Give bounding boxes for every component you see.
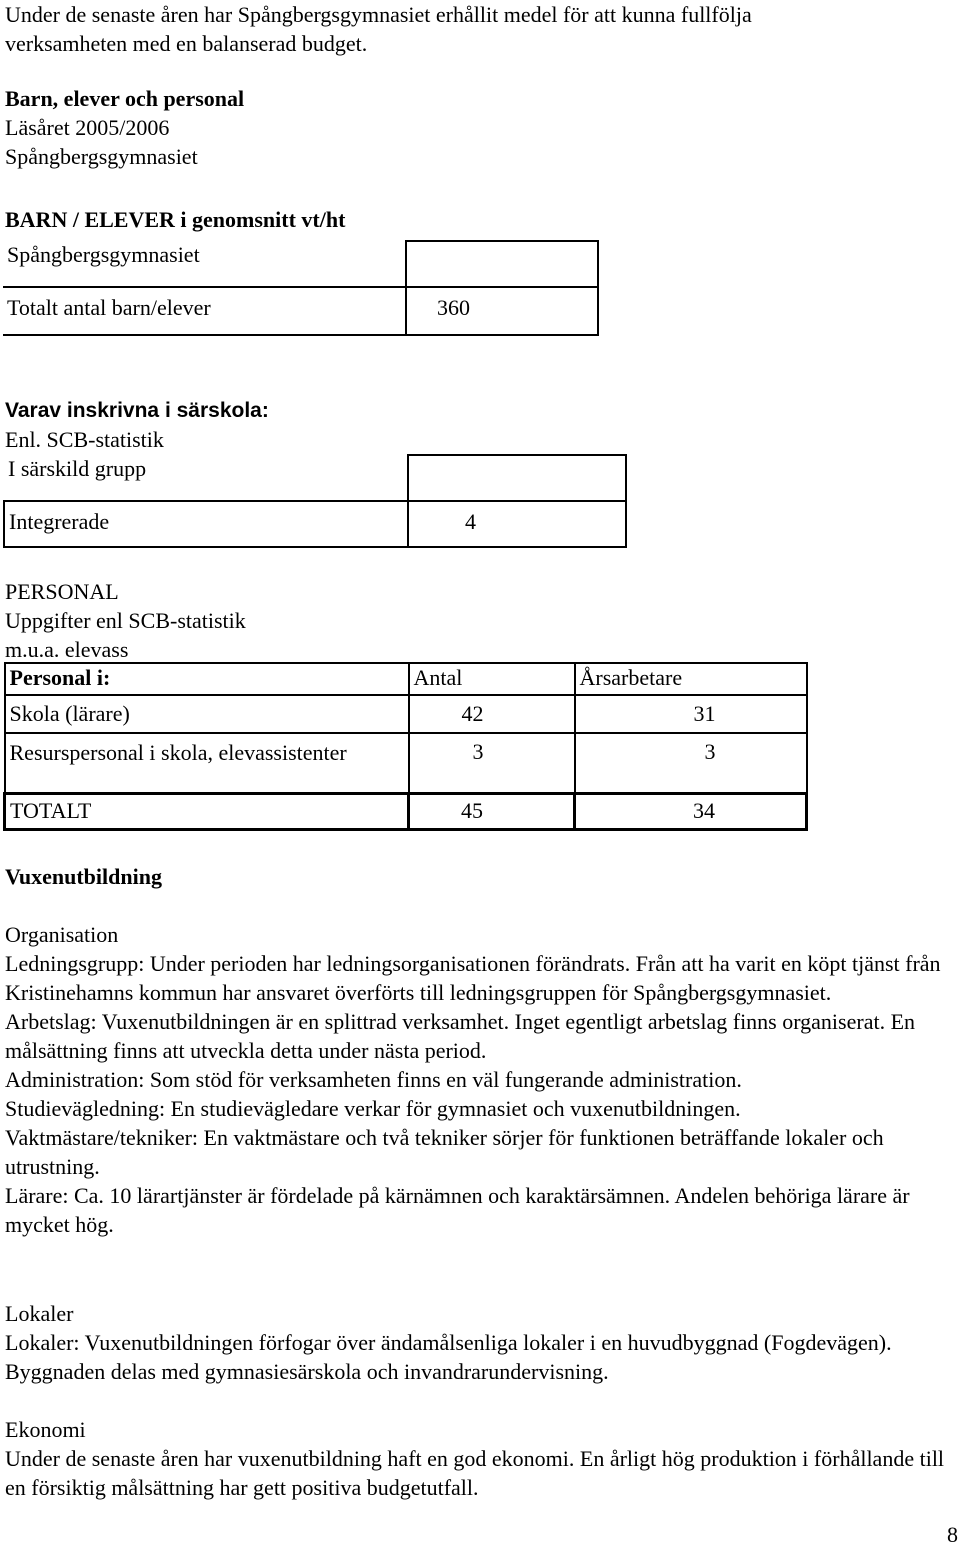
org-paragraph: Ledningsgrupp: Under perioden har ledningsorganisationen förändrats. Från att ha varit en köpt tjänst från Kristinehamns kommun har ansvaret överförts till ledningsgruppen för Spångbergsgymnasiet.: [5, 951, 941, 1005]
table-row: [5, 695, 807, 733]
vux-heading: Vuxenutbildning: [5, 864, 162, 889]
personal-sub2: m.u.a. elevass: [5, 637, 129, 662]
sarskola-row2-label: Integrerade: [4, 501, 408, 547]
org-paragraph: Lärare: Ca. 10 lärartjänster är fördelade på kärnämnen och karaktärsämnen. Andelen behöriga lärare är mycket hög.: [5, 1183, 910, 1237]
personal-heading: PERSONAL: [5, 579, 119, 604]
personal-col-header-arsarbetare: Årsarbetare: [575, 663, 807, 695]
org-heading: Organisation: [5, 922, 119, 947]
ekonomi-paragraph: Under de senaste åren har vuxenutbildning haft en god ekonomi. En årligt hög produktion i förhållande till en försiktig målsättning har gett positiva budgetutfall.: [5, 1446, 945, 1500]
org-paragraph: Vaktmästare/tekniker: En vaktmästare och två tekniker sörjer för funktionen beträffande lokaler och utrustning.: [5, 1125, 884, 1179]
intro-line-1: Under de senaste åren har Spångbergsgymnasiet erhållit medel för att kunna fullfölja: [5, 2, 752, 27]
elever-row2-label: Totalt antal barn/elever: [3, 287, 406, 335]
table-row: [5, 793, 807, 829]
org-paragraph: Studievägledning: En studievägledare verkar för gymnasiet och vuxenutbildningen.: [5, 1096, 741, 1121]
personal-row-arsarbetare: 34: [575, 793, 807, 829]
org-text: [5, 949, 955, 1239]
personal-row-antal: 45: [409, 793, 575, 829]
sarskola-heading: Varav inskrivna i särskola:: [5, 399, 269, 422]
elever-table: [3, 240, 599, 336]
intro-line-2: verksamheten med en balanserad budget.: [5, 31, 368, 56]
sarskola-table: [3, 454, 627, 548]
sarskola-sub: Enl. SCB-statistik: [5, 427, 164, 452]
elever-row1-value: [406, 241, 598, 287]
personal-col-header-label: Personal i:: [5, 663, 409, 695]
elever-row2-value: 360: [406, 287, 598, 335]
lokaler-text: [5, 1328, 955, 1386]
sarskola-row2-value: 4: [408, 501, 626, 547]
org-paragraph: Arbetslag: Vuxenutbildningen är en splittrad verksamhet. Inget egentligt arbetslag finns organiserat. En målsättning finns att utveckla detta under nästa period.: [5, 1009, 916, 1063]
personal-row-antal: 3: [409, 733, 575, 793]
personal-row-label: Resurspersonal i skola, elevassistenter: [5, 733, 409, 793]
personal-row-label: Skola (lärare): [5, 695, 409, 733]
personal-table: [3, 662, 808, 831]
elever-row1-label: Spångbergsgymnasiet: [7, 242, 200, 267]
lokaler-paragraph: Lokaler: Vuxenutbildningen förfogar över ändamålsenliga lokaler i en huvudbyggnad (Fogdevägen). Byggnaden delas med gymnasiesärskola och invandrarundervisning.: [5, 1330, 892, 1384]
page-number: 8: [947, 1522, 958, 1547]
sarskola-row1-label: I särskild grupp: [4, 455, 408, 501]
lokaler-heading: Lokaler: [5, 1301, 74, 1326]
ekonomi-heading: Ekonomi: [5, 1417, 86, 1442]
personal-sub1: Uppgifter enl SCB-statistik: [5, 608, 246, 633]
year-label: Läsåret 2005/2006: [5, 115, 170, 140]
personal-row-label: TOTALT: [5, 793, 409, 829]
school-name: Spångbergsgymnasiet: [5, 144, 198, 169]
personal-col-header-antal: Antal: [409, 663, 575, 695]
personal-row-arsarbetare: 3: [575, 733, 807, 793]
elever-heading: BARN / ELEVER i genomsnitt vt/ht: [5, 207, 346, 232]
section-title-barn: Barn, elever och personal: [5, 86, 245, 111]
sarskola-row1-value: [408, 455, 626, 501]
personal-row-arsarbetare: 31: [575, 695, 807, 733]
table-row: [5, 733, 807, 793]
ekonomi-text: [5, 1444, 955, 1502]
personal-row-antal: 42: [409, 695, 575, 733]
org-paragraph: Administration: Som stöd för verksamheten finns en väl fungerande administration.: [5, 1067, 742, 1092]
